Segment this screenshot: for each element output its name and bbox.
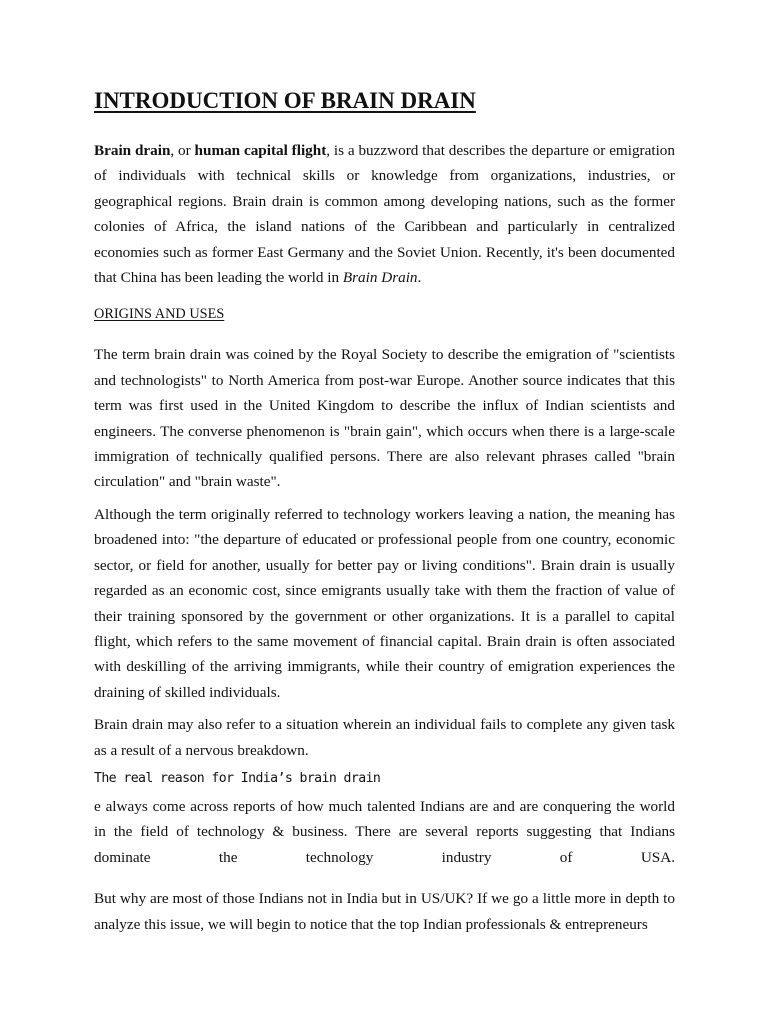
intro-body: , is a buzzword that describes the departure or emigration of individuals with technical skills or knowledge from organizations, industries, or geographical regions. Brain drain is common among developing nations, such as the former colonies of Africa, the island nations of the Caribbean and particularly in centralized economies such as former East Germany and the Soviet Union. Recently, it's been documented that China has been leading the world in: [94, 142, 675, 287]
term-human-capital-flight: human capital flight: [194, 142, 327, 159]
intro-end: .: [417, 269, 422, 287]
document-title: INTRODUCTION OF BRAIN DRAIN: [94, 88, 476, 113]
india-paragraph-1: e always come across reports of how much talented Indians are and are conquering the world in the field of technology & business. There are several reports suggesting that Indians dominate the technology industry of USA.: [94, 797, 675, 866]
intro-emphasis: Brain Drain: [342, 269, 418, 287]
india-paragraph-2: But why are most of those Indians not in India but in US/UK? If we go a little more in depth to analyze this issue, we will begin to notice that the top Indian professionals & entrepreneurs: [94, 890, 675, 933]
origins-paragraph-1: The term brain drain was coined by the Royal Society to describe the emigration of "scientists and technologists" to North America from post-war Europe. Another source indicates that this term was first used in the United Kingdom to describe the influx of Indian scientists and engineers. The converse phenomenon is "brain gain", which occurs when there is a large-scale immigration of technically qualified persons. There are also relevant phrases called "brain circulation" and "brain waste".: [94, 346, 675, 491]
india-heading: The real reason for India’s brain drain: [94, 770, 381, 786]
origins-paragraph-3: Brain drain may also refer to a situation wherein an individual fails to complete any given task as a result of a nervous breakdown.: [94, 716, 675, 759]
origins-heading: ORIGINS AND USES: [94, 306, 225, 323]
document-page: [94, 86, 675, 937]
term-brain-drain: Brain drain: [94, 142, 171, 159]
intro-separator: , or: [170, 142, 195, 159]
origins-paragraph-2: Although the term originally referred to technology workers leaving a nation, the meaning has broadened into: "the departure of educated or professional people from one country, economic sector, or field for another, usually for better pay or living conditions". Brain drain is usually regarded as an economic cost, since emigrants usually take with them the fraction of value of their training sponsored by the government or other organizations. It is a parallel to capital flight, which refers to the same movement of financial capital. Brain drain is often associated with deskilling of the arriving immigrants, while their country of emigration experiences the draining of skilled individuals.: [94, 505, 675, 701]
intro-paragraph: [94, 138, 675, 290]
